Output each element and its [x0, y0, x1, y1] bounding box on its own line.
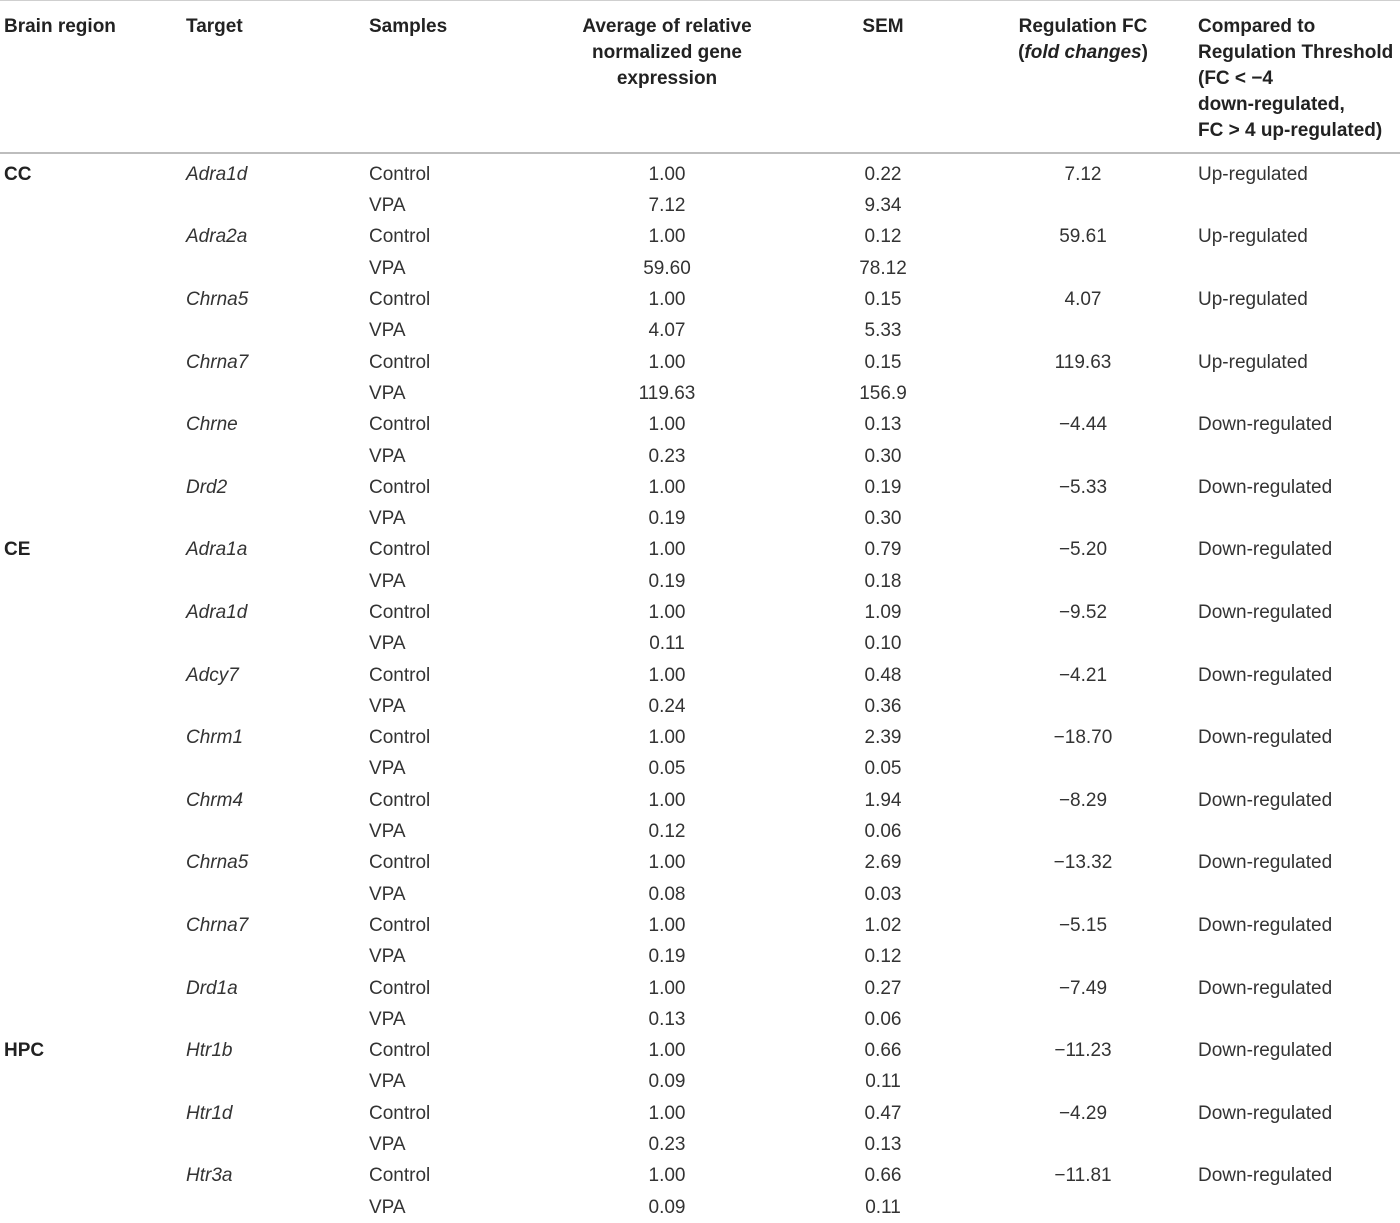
cell-target: Drd2 [186, 472, 369, 503]
header-row [0, 1, 1400, 153]
header-regulation-fc [968, 1, 1198, 153]
cell-regulation-fc: −4.21 [968, 660, 1198, 691]
cell-sem: 0.15 [798, 284, 968, 315]
cell-sem: 0.22 [798, 153, 968, 191]
cell-sem: 0.18 [798, 566, 968, 597]
cell-target [186, 191, 369, 222]
table-row [0, 410, 1400, 441]
cell-target [186, 754, 369, 785]
cell-sem: 9.34 [798, 191, 968, 222]
header-cmp-line-3: (FC < −4 [1198, 66, 1400, 92]
cell-regulation-status [1198, 253, 1400, 284]
cell-brain-region [0, 660, 186, 691]
cell-regulation-status: Down-regulated [1198, 472, 1400, 503]
cell-average-expression: 7.12 [536, 191, 798, 222]
table-row [0, 191, 1400, 222]
table-row [0, 503, 1400, 534]
cell-sem: 0.30 [798, 503, 968, 534]
cell-sem: 0.12 [798, 942, 968, 973]
header-cmp-line-5: FC > 4 up-regulated) [1198, 118, 1400, 144]
cell-sem: 0.47 [798, 1098, 968, 1129]
cell-brain-region [0, 1067, 186, 1098]
cell-sem: 0.30 [798, 441, 968, 472]
cell-target: Chrna7 [186, 347, 369, 378]
cell-regulation-status: Up-regulated [1198, 222, 1400, 253]
header-target [186, 1, 369, 153]
header-average-line-2: normalized gene [536, 40, 798, 66]
header-sem [798, 1, 968, 153]
cell-regulation-fc: −11.23 [968, 1036, 1198, 1067]
cell-brain-region [0, 191, 186, 222]
cell-target [186, 629, 369, 660]
cell-sample: VPA [369, 691, 536, 722]
cell-average-expression: 1.00 [536, 347, 798, 378]
cell-average-expression: 0.11 [536, 629, 798, 660]
table-body [0, 153, 1400, 1223]
header-fc-open-paren: ( [1018, 42, 1024, 63]
table-row [0, 629, 1400, 660]
cell-brain-region [0, 848, 186, 879]
table-row [0, 910, 1400, 941]
cell-regulation-status: Down-regulated [1198, 660, 1400, 691]
cell-sem: 1.94 [798, 785, 968, 816]
cell-sample: VPA [369, 316, 536, 347]
cell-sem: 0.13 [798, 1129, 968, 1160]
cell-regulation-fc: −18.70 [968, 723, 1198, 754]
cell-sem: 0.12 [798, 222, 968, 253]
cell-brain-region [0, 597, 186, 628]
cell-regulation-status [1198, 566, 1400, 597]
cell-average-expression: 1.00 [536, 410, 798, 441]
cell-regulation-status [1198, 316, 1400, 347]
cell-regulation-fc [968, 942, 1198, 973]
cell-regulation-fc [968, 1067, 1198, 1098]
cell-regulation-fc: −5.15 [968, 910, 1198, 941]
cell-brain-region [0, 441, 186, 472]
cell-brain-region: HPC [0, 1036, 186, 1067]
table-row [0, 347, 1400, 378]
cell-target [186, 816, 369, 847]
cell-target: Adra1d [186, 153, 369, 191]
cell-sample: VPA [369, 441, 536, 472]
cell-sample: Control [369, 347, 536, 378]
cell-target [186, 879, 369, 910]
header-average-line-3: expression [536, 66, 798, 92]
cell-sample: Control [369, 660, 536, 691]
header-brain-region-label: Brain region [4, 16, 116, 37]
cell-target: Chrne [186, 410, 369, 441]
table-row [0, 1161, 1400, 1192]
table-row [0, 222, 1400, 253]
cell-regulation-fc: 4.07 [968, 284, 1198, 315]
cell-average-expression: 0.19 [536, 503, 798, 534]
cell-sem: 2.39 [798, 723, 968, 754]
cell-brain-region [0, 316, 186, 347]
cell-sample: VPA [369, 879, 536, 910]
cell-regulation-fc: −13.32 [968, 848, 1198, 879]
cell-sem: 0.11 [798, 1067, 968, 1098]
cell-target [186, 253, 369, 284]
cell-average-expression: 0.24 [536, 691, 798, 722]
cell-target: Chrm1 [186, 723, 369, 754]
cell-regulation-status [1198, 691, 1400, 722]
cell-average-expression: 119.63 [536, 378, 798, 409]
cell-target [186, 942, 369, 973]
cell-regulation-status [1198, 191, 1400, 222]
cell-brain-region [0, 1129, 186, 1160]
header-cmp-line-2: Regulation Threshold [1198, 40, 1400, 66]
cell-average-expression: 0.13 [536, 1004, 798, 1035]
cell-regulation-fc [968, 879, 1198, 910]
header-target-label: Target [186, 16, 243, 37]
cell-sample: Control [369, 410, 536, 441]
cell-brain-region [0, 973, 186, 1004]
cell-average-expression: 59.60 [536, 253, 798, 284]
cell-regulation-status: Up-regulated [1198, 347, 1400, 378]
table-row [0, 1192, 1400, 1223]
cell-regulation-fc [968, 253, 1198, 284]
cell-target [186, 316, 369, 347]
cell-regulation-status: Down-regulated [1198, 848, 1400, 879]
cell-target [186, 441, 369, 472]
header-sem-label: SEM [862, 16, 903, 37]
cell-sem: 2.69 [798, 848, 968, 879]
table-row [0, 1067, 1400, 1098]
cell-target: Chrna5 [186, 284, 369, 315]
cell-regulation-fc: −5.20 [968, 535, 1198, 566]
header-compared-threshold [1198, 1, 1400, 153]
cell-target [186, 1067, 369, 1098]
table-row [0, 942, 1400, 973]
cell-average-expression: 1.00 [536, 910, 798, 941]
cell-regulation-status: Up-regulated [1198, 284, 1400, 315]
table-row [0, 597, 1400, 628]
cell-regulation-status: Down-regulated [1198, 910, 1400, 941]
table-row [0, 284, 1400, 315]
cell-regulation-status [1198, 942, 1400, 973]
cell-regulation-fc: −4.29 [968, 1098, 1198, 1129]
cell-average-expression: 1.00 [536, 153, 798, 191]
cell-sample: VPA [369, 1004, 536, 1035]
cell-regulation-status: Down-regulated [1198, 785, 1400, 816]
cell-regulation-fc [968, 378, 1198, 409]
table-row [0, 816, 1400, 847]
cell-sem: 0.11 [798, 1192, 968, 1223]
cell-sample: Control [369, 597, 536, 628]
cell-sample: VPA [369, 253, 536, 284]
cell-average-expression: 1.00 [536, 973, 798, 1004]
cell-target: Htr1b [186, 1036, 369, 1067]
cell-regulation-fc [968, 691, 1198, 722]
cell-brain-region [0, 347, 186, 378]
cell-regulation-fc [968, 316, 1198, 347]
cell-target: Htr1d [186, 1098, 369, 1129]
cell-regulation-status: Down-regulated [1198, 535, 1400, 566]
cell-sem: 0.15 [798, 347, 968, 378]
header-average-line-1: Average of relative [536, 14, 798, 40]
cell-regulation-fc [968, 1004, 1198, 1035]
cell-sem: 156.9 [798, 378, 968, 409]
cell-regulation-fc: −8.29 [968, 785, 1198, 816]
table-row [0, 1129, 1400, 1160]
cell-target: Adra2a [186, 222, 369, 253]
cell-regulation-fc [968, 566, 1198, 597]
cell-average-expression: 1.00 [536, 1036, 798, 1067]
cell-regulation-fc: −7.49 [968, 973, 1198, 1004]
cell-average-expression: 1.00 [536, 848, 798, 879]
cell-average-expression: 0.12 [536, 816, 798, 847]
cell-regulation-status [1198, 816, 1400, 847]
cell-sample: VPA [369, 191, 536, 222]
cell-average-expression: 1.00 [536, 785, 798, 816]
cell-regulation-status: Down-regulated [1198, 723, 1400, 754]
cell-brain-region [0, 1161, 186, 1192]
cell-sem: 0.66 [798, 1036, 968, 1067]
cell-target: Chrna5 [186, 848, 369, 879]
cell-regulation-status [1198, 503, 1400, 534]
cell-regulation-status: Down-regulated [1198, 410, 1400, 441]
header-samples [369, 1, 536, 153]
table-row [0, 691, 1400, 722]
cell-average-expression: 0.19 [536, 942, 798, 973]
table-row [0, 253, 1400, 284]
cell-average-expression: 0.05 [536, 754, 798, 785]
cell-sample: Control [369, 284, 536, 315]
table-row [0, 566, 1400, 597]
table-row [0, 1098, 1400, 1129]
cell-regulation-status: Down-regulated [1198, 1098, 1400, 1129]
cell-target: Adra1a [186, 535, 369, 566]
cell-sample: Control [369, 153, 536, 191]
cell-brain-region [0, 1192, 186, 1223]
table-row [0, 316, 1400, 347]
cell-sem: 0.19 [798, 472, 968, 503]
cell-sem: 0.06 [798, 816, 968, 847]
cell-sample: Control [369, 1036, 536, 1067]
cell-sem: 0.03 [798, 879, 968, 910]
cell-brain-region [0, 566, 186, 597]
cell-brain-region [0, 691, 186, 722]
cell-sample: Control [369, 535, 536, 566]
cell-regulation-fc: −5.33 [968, 472, 1198, 503]
cell-regulation-status [1198, 754, 1400, 785]
cell-regulation-status [1198, 629, 1400, 660]
cell-average-expression: 1.00 [536, 535, 798, 566]
cell-brain-region [0, 410, 186, 441]
cell-brain-region [0, 754, 186, 785]
cell-brain-region [0, 503, 186, 534]
cell-sem: 0.48 [798, 660, 968, 691]
cell-regulation-fc [968, 816, 1198, 847]
table-row [0, 1036, 1400, 1067]
cell-regulation-fc: 59.61 [968, 222, 1198, 253]
cell-sem: 0.10 [798, 629, 968, 660]
table-row [0, 472, 1400, 503]
cell-target: Drd1a [186, 973, 369, 1004]
cell-brain-region [0, 816, 186, 847]
cell-sample: VPA [369, 629, 536, 660]
header-fc-line-2 [968, 40, 1198, 66]
cell-regulation-fc [968, 441, 1198, 472]
cell-average-expression: 1.00 [536, 472, 798, 503]
cell-sample: Control [369, 910, 536, 941]
cell-average-expression: 0.08 [536, 879, 798, 910]
table-row [0, 441, 1400, 472]
cell-average-expression: 0.23 [536, 1129, 798, 1160]
cell-average-expression: 1.00 [536, 1098, 798, 1129]
table-row [0, 660, 1400, 691]
cell-sem: 0.06 [798, 1004, 968, 1035]
cell-sample: VPA [369, 1129, 536, 1160]
cell-target [186, 566, 369, 597]
cell-regulation-fc: 7.12 [968, 153, 1198, 191]
cell-brain-region [0, 222, 186, 253]
cell-sample: Control [369, 472, 536, 503]
table-row [0, 879, 1400, 910]
table-row [0, 754, 1400, 785]
cell-target [186, 378, 369, 409]
cell-brain-region [0, 284, 186, 315]
cell-brain-region [0, 910, 186, 941]
cell-regulation-status [1198, 441, 1400, 472]
table-row [0, 848, 1400, 879]
cell-average-expression: 1.00 [536, 660, 798, 691]
cell-average-expression: 1.00 [536, 284, 798, 315]
cell-brain-region [0, 378, 186, 409]
cell-sample: VPA [369, 754, 536, 785]
cell-target: Htr3a [186, 1161, 369, 1192]
cell-sample: Control [369, 222, 536, 253]
cell-regulation-fc [968, 754, 1198, 785]
cell-regulation-fc: −11.81 [968, 1161, 1198, 1192]
cell-sample: Control [369, 1098, 536, 1129]
table-row [0, 1004, 1400, 1035]
cell-brain-region [0, 942, 186, 973]
cell-regulation-status [1198, 378, 1400, 409]
cell-regulation-status: Up-regulated [1198, 153, 1400, 191]
header-fc-close-paren: ) [1142, 42, 1148, 63]
cell-sample: Control [369, 973, 536, 1004]
cell-average-expression: 1.00 [536, 723, 798, 754]
cell-regulation-status: Down-regulated [1198, 1161, 1400, 1192]
cell-target: Chrm4 [186, 785, 369, 816]
cell-sem: 5.33 [798, 316, 968, 347]
cell-sample: Control [369, 1161, 536, 1192]
cell-target [186, 1129, 369, 1160]
cell-target: Adra1d [186, 597, 369, 628]
cell-regulation-fc [968, 629, 1198, 660]
cell-sem: 1.09 [798, 597, 968, 628]
cell-regulation-status [1198, 1004, 1400, 1035]
cell-sample: Control [369, 785, 536, 816]
cell-brain-region: CC [0, 153, 186, 191]
cell-average-expression: 1.00 [536, 222, 798, 253]
cell-target [186, 691, 369, 722]
header-average [536, 1, 798, 153]
cell-regulation-status [1198, 1067, 1400, 1098]
cell-target: Adcy7 [186, 660, 369, 691]
cell-sample: VPA [369, 1067, 536, 1098]
cell-average-expression: 0.23 [536, 441, 798, 472]
cell-sem: 0.79 [798, 535, 968, 566]
cell-sem: 0.66 [798, 1161, 968, 1192]
cell-average-expression: 1.00 [536, 597, 798, 628]
cell-brain-region [0, 723, 186, 754]
cell-brain-region [0, 629, 186, 660]
header-brain-region [0, 1, 186, 153]
cell-target [186, 1192, 369, 1223]
cell-regulation-status: Down-regulated [1198, 973, 1400, 1004]
cell-sem: 0.27 [798, 973, 968, 1004]
cell-target [186, 503, 369, 534]
header-cmp-line-1: Compared to [1198, 14, 1400, 40]
cell-regulation-fc [968, 1129, 1198, 1160]
table-row [0, 973, 1400, 1004]
cell-sem: 0.05 [798, 754, 968, 785]
cell-sample: VPA [369, 566, 536, 597]
cell-sem: 0.13 [798, 410, 968, 441]
cell-regulation-status: Down-regulated [1198, 597, 1400, 628]
cell-sample: VPA [369, 503, 536, 534]
header-fc-line-1: Regulation FC [968, 14, 1198, 40]
cell-regulation-fc [968, 1192, 1198, 1223]
cell-brain-region [0, 253, 186, 284]
cell-regulation-fc: −4.44 [968, 410, 1198, 441]
table-row [0, 153, 1400, 191]
cell-sample: VPA [369, 1192, 536, 1223]
cell-regulation-status [1198, 879, 1400, 910]
cell-regulation-status [1198, 1192, 1400, 1223]
table-row [0, 723, 1400, 754]
cell-brain-region [0, 1098, 186, 1129]
cell-sample: Control [369, 848, 536, 879]
cell-sem: 1.02 [798, 910, 968, 941]
cell-sem: 78.12 [798, 253, 968, 284]
table-row [0, 785, 1400, 816]
cell-target: Chrna7 [186, 910, 369, 941]
header-samples-label: Samples [369, 16, 447, 37]
cell-sem: 0.36 [798, 691, 968, 722]
cell-average-expression: 0.09 [536, 1067, 798, 1098]
cell-sample: VPA [369, 378, 536, 409]
table-row [0, 378, 1400, 409]
cell-sample: VPA [369, 816, 536, 847]
cell-brain-region [0, 879, 186, 910]
cell-regulation-status: Down-regulated [1198, 1036, 1400, 1067]
header-fc-fold-changes: fold changes [1024, 42, 1141, 63]
cell-sample: Control [369, 723, 536, 754]
cell-brain-region [0, 785, 186, 816]
cell-average-expression: 1.00 [536, 1161, 798, 1192]
cell-average-expression: 0.19 [536, 566, 798, 597]
cell-average-expression: 4.07 [536, 316, 798, 347]
cell-target [186, 1004, 369, 1035]
cell-brain-region [0, 1004, 186, 1035]
cell-sample: VPA [369, 942, 536, 973]
cell-regulation-fc: −9.52 [968, 597, 1198, 628]
cell-brain-region: CE [0, 535, 186, 566]
header-cmp-line-4: down-regulated, [1198, 92, 1400, 118]
cell-regulation-fc [968, 503, 1198, 534]
cell-regulation-fc: 119.63 [968, 347, 1198, 378]
cell-regulation-fc [968, 191, 1198, 222]
cell-average-expression: 0.09 [536, 1192, 798, 1223]
cell-regulation-status [1198, 1129, 1400, 1160]
table-row [0, 535, 1400, 566]
cell-brain-region [0, 472, 186, 503]
